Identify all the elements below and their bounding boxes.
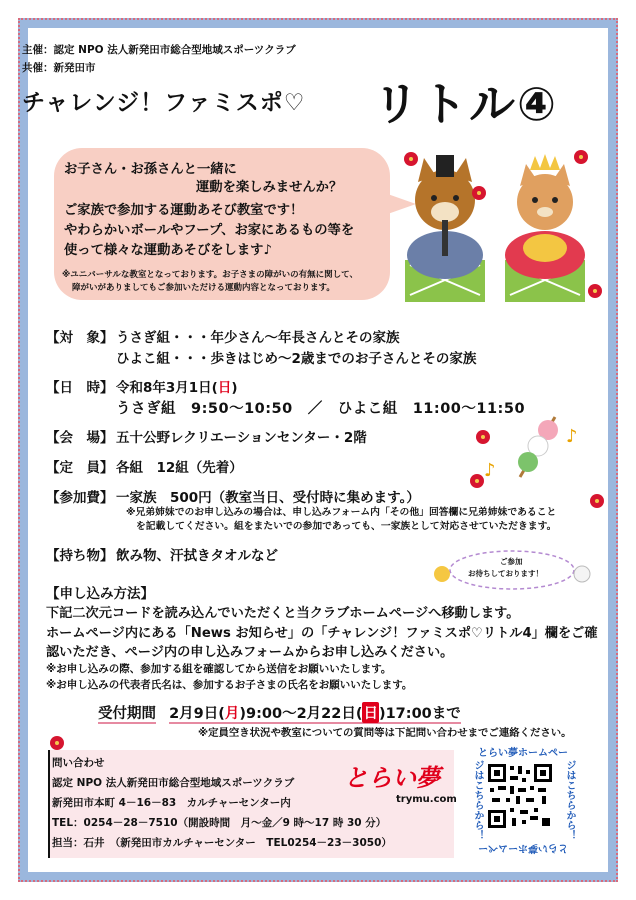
event-date: 令和8年3月1日(日) [116,380,238,396]
qr-code[interactable] [486,762,554,830]
torai-mu-logo: とらい夢 [344,764,440,792]
qr-caption-left: ジはこちらから！ [472,760,483,840]
music-note-icon: ♪ [484,460,496,481]
items-to-bring: 飲み物、汗拭きタオルなど [116,548,278,564]
fee-note: ※兄弟姉妹でのお申し込みの場合は、申し込みフォーム内「その他」回答欄に兄弟姉妹であること [126,507,557,518]
venue: 五十公野レクリエーションセンター・2階 [116,430,367,446]
plum-blossom-icon [476,430,490,444]
target-label: 【対 象】 [46,330,114,346]
capacity: 各組 12組（先着） [116,460,243,476]
page-title-number: リトル④ [373,77,558,131]
fee: 一家族 500円（教室当日、受付時に集めます。） [116,490,420,506]
welcome-text: ご参加 [500,557,523,566]
qr-caption-top: とらい夢ホームペー [478,748,568,759]
plum-blossom-icon [590,494,604,508]
qr-caption-bottom: とらい夢ホームペー [478,842,568,853]
apply-line: 認いただき、ページ内の申し込みフォームからお申し込みください。 [46,645,454,660]
hina-doll-cats-illustration [400,140,610,310]
contact-tel: TEL：0254－28－7510（開設時間 月～金／9 時～17 時 30 分） [52,817,387,829]
capacity-label: 【定 員】 [46,460,114,476]
apply-line: ホームページ内にある「News お知らせ」の「チャレンジ！ファミスポ♡リトル4」欄をご確 [46,626,598,641]
inquiry-note: ※定員空き状況や教室についての質問等は下記問い合わせまでご連絡ください。 [198,727,572,739]
apply-line: 下記二次元コードを読み込んでいただくと当クラブホームページへ移動します。 [46,606,520,621]
plum-blossom-icon [50,736,64,750]
contact-address: 新発田市本町 4－16－83 カルチャーセンター内 [52,797,291,809]
venue-label: 【会 場】 [46,430,114,446]
intro-line: 運動を楽しみませんか？ [196,180,343,195]
intro-note: ※ユニバーサルな教室となっております。お子さまの障がいの有無に関して、 [62,270,358,280]
date-label: 【日 時】 [46,380,114,396]
fee-note: を記載してください。組をまたいでの参加であっても、一家族として対応させていただきます。 [136,521,557,532]
apply-note: ※お申し込みの代表者氏名は、参加するお子さまの氏名をお願いいたします。 [46,679,413,691]
apply-heading: 【申し込み方法】 [46,586,154,602]
plum-blossom-icon [588,284,602,298]
plum-blossom-icon [574,150,588,164]
contact-person: 担当：石井 （新発田市カルチャーセンター TEL0254－23－3050） [52,837,392,849]
bring-label: 【持ち物】 [46,548,114,564]
welcome-text: お待ちしております！ [468,569,543,578]
plum-blossom-icon [404,152,418,166]
plum-blossom-icon [472,186,486,200]
intro-line: 使って様々な運動あそびをします♪ [64,243,272,258]
intro-note: 障がいがありましてもご参加いただける運動内容となっております。 [72,283,335,293]
dango-illustration [500,412,590,482]
application-period: 受付期間 2月9日(月)9:00～2月22日(日)17:00まで [98,702,461,723]
target-usagi: うさぎ組・・・年少さん～年長さんとその家族 [116,330,400,346]
contact-org: 認定 NPO 法人新発田市総合型地域スポーツクラブ [52,777,295,789]
intro-line: ご家族で参加する運動あそび教室です！ [64,203,304,218]
fee-label: 【参加費】 [46,490,114,506]
event-times: うさぎ組 9:50～10:50 ／ ひよこ組 11:00～11:50 [116,401,526,417]
qr-caption-right: ジはこちらから！ [564,760,575,840]
logo-url: trymu.com [396,794,457,805]
svg-text:♪: ♪ [566,426,578,447]
cosponsor-text: 共催：新発田市 [22,62,96,74]
apply-note: ※お申し込みの際、参加する組を確認してから送信をお願いいたします。 [46,663,392,675]
intro-line: お子さん・お孫さんと一緒に [64,162,237,177]
intro-line: やわらかいボールやフープ、お家にあるもの等を [64,223,355,238]
date-weekday: 日 [217,380,232,396]
plum-blossom-icon [470,474,484,488]
period-label: 受付期間 [98,706,156,722]
organizer-text: 主催：認定 NPO 法人新発田市総合型地域スポーツクラブ [22,44,296,56]
page-title: チャレンジ！ファミスポ♡ [22,90,306,116]
contact-heading: 問い合わせ [52,757,105,769]
target-hiyoko: ひよこ組・・・歩きはじめ～2歳までのお子さんとその家族 [116,351,477,367]
